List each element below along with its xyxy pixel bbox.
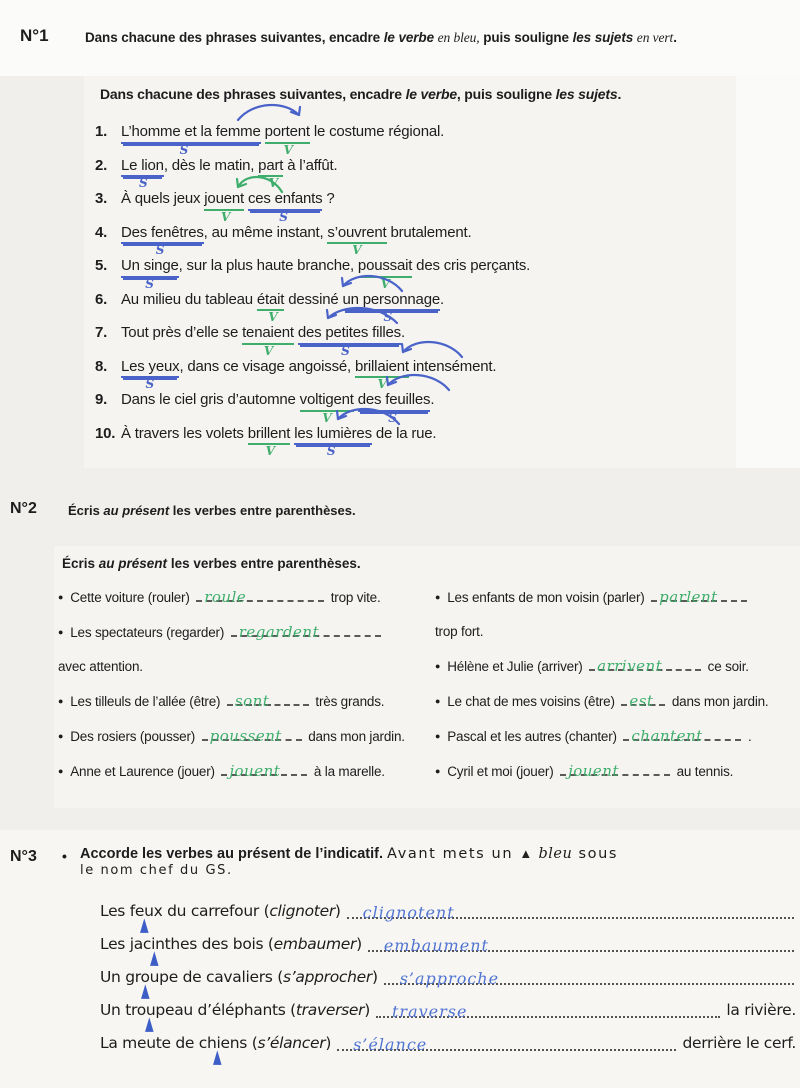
fill-in-item — [58, 580, 421, 615]
prompt-text: avec attention. — [58, 659, 143, 674]
handwritten-answer: regardent — [238, 623, 320, 641]
verb-letter: V — [265, 444, 275, 458]
blue-triangle-icon: ▲ — [145, 1013, 154, 1035]
infinitive-verb: s’approcher — [282, 968, 372, 986]
prompt-text — [100, 902, 341, 936]
sentence-text — [121, 223, 472, 257]
fill-in-item — [435, 649, 798, 684]
ex1-subtitle-segment: les sujets — [555, 86, 618, 102]
sentence-text — [121, 391, 435, 425]
verb-underline — [357, 257, 413, 291]
sentence-number: 6. — [95, 290, 108, 308]
word: part — [258, 156, 284, 174]
ex2-instruction-segment: les verbes entre parenthèses. — [169, 503, 356, 518]
subject-underline — [121, 357, 180, 391]
ex2-instruction-segment: au présent — [103, 503, 170, 518]
verb-agreement-line — [100, 925, 796, 969]
subject-underline — [294, 424, 372, 458]
text: d’éléphants ( — [192, 1001, 296, 1019]
prompt-text: trop fort. — [435, 624, 484, 639]
handwritten-answer: s’approche — [399, 969, 500, 988]
text: Un — [100, 968, 126, 986]
word: des feuilles — [357, 391, 431, 408]
sentence-text — [121, 424, 437, 458]
bullet-icon: ● — [58, 592, 64, 602]
bullet-icon: ● — [435, 731, 441, 741]
sentence-number: 4. — [95, 223, 108, 241]
handwritten-answer: s’élance — [353, 1035, 428, 1054]
sentence-row — [95, 243, 695, 291]
sentence-number: 9. — [95, 391, 108, 408]
text: ( — [247, 1034, 258, 1052]
prompt-text — [100, 1034, 332, 1068]
text: brutalement. — [386, 223, 472, 241]
exercise2-subtitle — [62, 556, 562, 571]
text: Les — [100, 935, 130, 953]
subject-underline — [297, 324, 401, 358]
word: des petites filles — [297, 324, 401, 341]
verb-agreement-line — [100, 958, 796, 1002]
fill-in-item — [435, 719, 798, 754]
prompt-text — [100, 1001, 370, 1035]
text: le costume régional. — [309, 123, 445, 140]
prompt-text — [100, 968, 378, 1002]
prompt-text: à la marelle. — [310, 764, 385, 779]
dotted-answer-line — [376, 1000, 720, 1021]
ex2-instruction-segment: Écris — [68, 503, 104, 518]
text: , au même instant, — [203, 223, 328, 241]
text: groupe — [125, 968, 178, 986]
exercise3-instruction-line2: le nom chef du GS. — [80, 862, 233, 878]
word: Un singe — [121, 257, 179, 274]
blue-triangle-icon: ▲ — [149, 947, 158, 969]
text: , sur la plus haute branche, — [178, 257, 358, 274]
text: de la rue. — [371, 424, 437, 442]
sentence-text — [121, 156, 338, 190]
exercise3-instruction-line1 — [80, 847, 780, 863]
handwritten-answer: jouent — [229, 762, 281, 780]
subject-letter: S — [179, 142, 189, 157]
text: des cris perçants. — [412, 257, 531, 274]
handwritten-answer: jouent — [568, 762, 619, 780]
word: ces enfants — [247, 190, 323, 207]
text: jacinthes — [129, 935, 197, 953]
handwritten-answer: embaument — [383, 936, 489, 955]
text: ) — [334, 902, 341, 920]
handwritten-answer: parlent — [659, 588, 718, 606]
prompt-text: au tennis. — [673, 764, 734, 779]
sentence-text — [121, 290, 444, 324]
text: Au milieu du tableau — [121, 290, 257, 308]
verb-letter: V — [380, 276, 390, 291]
head-noun — [129, 902, 163, 936]
exercise3-instruction — [80, 847, 780, 878]
sentence-text — [121, 123, 445, 157]
ex1-subtitle-segment: , puis souligne — [456, 86, 556, 102]
prompt-text: Les enfants de mon voisin (parler) — [447, 590, 649, 605]
handwritten-answer: est — [629, 692, 654, 710]
ex1-instruction-segment: puis souligne — [479, 30, 573, 45]
prompt-text: Les spectateurs (regarder) — [70, 625, 228, 640]
text: À quels jeux — [121, 190, 205, 207]
verb-underline — [204, 190, 244, 224]
word: Des fenêtres — [121, 223, 204, 241]
subject-letter: S — [279, 209, 288, 224]
verb-agreement-line — [100, 1024, 796, 1068]
text: des bois ( — [196, 935, 274, 953]
fill-in-item — [435, 580, 798, 649]
prompt-text: Le chat de mes voisins (être) — [447, 694, 619, 709]
verb-letter: V — [283, 142, 293, 157]
ex3-instruction-segment: Accorde les verbes au présent de l’indicatif. — [80, 846, 388, 862]
answer-line — [202, 726, 302, 745]
word: poussait — [357, 257, 413, 274]
text: ) — [364, 1001, 370, 1019]
text: de cavaliers ( — [177, 968, 283, 986]
sentence-number: 2. — [95, 156, 108, 174]
verb-agreement-line — [100, 991, 796, 1035]
text: La meute de — [100, 1034, 199, 1052]
prompt-text: . — [744, 729, 752, 744]
prompt-text: Cyril et moi (jouer) — [447, 764, 558, 779]
ex2-subtitle-segment: Écris — [62, 556, 99, 571]
answer-line — [221, 761, 307, 780]
word: un personnage — [342, 290, 440, 308]
head-noun — [198, 1034, 248, 1068]
sentence-row — [95, 310, 695, 358]
fill-in-item — [58, 684, 421, 719]
sentence-row — [95, 410, 695, 458]
ex1-subtitle-segment: le verbe — [405, 86, 457, 102]
prompt-text: très grands. — [311, 694, 385, 709]
text: chiens — [198, 1034, 248, 1052]
sentence-text — [121, 357, 497, 391]
prompt-text — [100, 935, 362, 969]
text: Les — [100, 902, 130, 920]
infinitive-verb: s’élancer — [257, 1034, 326, 1052]
verb-underline — [247, 424, 291, 458]
ex2-subtitle-segment: les verbes entre parenthèses. — [167, 556, 361, 571]
handwritten-answer: arrivent — [597, 657, 663, 675]
prompt-text: derrière le cerf. — [682, 1034, 796, 1052]
bullet-icon: ● — [435, 661, 441, 671]
dotted-answer-line — [337, 1033, 676, 1054]
verb-underline — [299, 391, 354, 425]
ex1-subtitle-segment: Dans chacune des phrases suivantes, encadre — [100, 86, 406, 102]
sentence-number: 3. — [95, 190, 108, 207]
subject-letter: S — [383, 310, 392, 324]
text: . — [400, 324, 405, 341]
subject-letter: S — [326, 444, 336, 458]
infinitive-verb: embaumer — [273, 935, 357, 953]
sentence-number: 10. — [95, 424, 116, 442]
text: À travers les volets — [121, 424, 248, 442]
handwritten-answer: roule — [204, 588, 247, 606]
word: tenaient — [242, 324, 294, 341]
sentence-row — [95, 209, 695, 257]
verb-letter: V — [322, 410, 332, 425]
word: voltigent — [299, 391, 354, 408]
text: , dès le matin, — [163, 156, 259, 174]
word: Le lion — [121, 156, 164, 174]
handwritten-answer: poussent — [209, 727, 282, 745]
scan-artifact — [736, 76, 800, 468]
answer-line — [227, 691, 309, 710]
dotted-answer-line — [384, 967, 794, 988]
prompt-text: trop vite. — [327, 590, 381, 605]
text: du carrefour ( — [162, 902, 270, 920]
prompt-text: Anne et Laurence (jouer) — [70, 764, 219, 779]
dotted-answer-line — [347, 901, 794, 922]
bullet-icon: ● — [58, 627, 64, 637]
exercise3-bullet-icon: • — [62, 848, 67, 864]
text: Dans le ciel gris d’automne — [121, 391, 300, 408]
verb-letter: V — [220, 209, 231, 224]
answer-line — [231, 622, 381, 641]
ex1-instruction-segment: le verbe — [383, 30, 434, 45]
text: . — [440, 290, 444, 308]
handwritten-answer: clignotent — [362, 903, 455, 922]
sentence-row — [95, 176, 695, 224]
text: dessiné — [284, 290, 343, 308]
verb-underline — [327, 223, 387, 257]
verb-underline — [258, 156, 284, 190]
sentence-number: 8. — [95, 357, 108, 375]
bullet-icon: ● — [58, 731, 64, 741]
verb-underline — [354, 357, 409, 391]
text: ? — [322, 190, 335, 207]
exercise1-instruction — [85, 30, 735, 46]
answer-line — [623, 726, 741, 745]
exercise2-right-column — [435, 580, 798, 789]
ex2-subtitle-segment: au présent — [98, 556, 168, 571]
verb-agreement-line — [100, 892, 796, 936]
bullet-icon: ● — [58, 696, 64, 706]
text: troupeau — [125, 1001, 193, 1019]
subject-letter: S — [145, 276, 154, 291]
text: ) — [325, 1034, 332, 1052]
exercise2-columns — [58, 580, 798, 789]
head-noun — [125, 968, 178, 1002]
text: , dans ce visage angoissé, — [179, 357, 355, 375]
fill-in-item — [435, 684, 798, 719]
bullet-icon: ● — [435, 696, 441, 706]
exercise3-line-list — [100, 892, 796, 1068]
sentence-row — [95, 142, 695, 190]
word: jouent — [204, 190, 244, 207]
word: les lumières — [294, 424, 372, 442]
ex3-instruction-segment: ▲ — [519, 846, 533, 861]
fill-in-item — [58, 754, 421, 789]
subject-underline — [121, 223, 204, 257]
bullet-icon: ● — [58, 766, 64, 776]
text: ) — [371, 968, 378, 986]
sentence-text — [121, 324, 405, 358]
ex1-instruction-segment: en vert — [636, 30, 674, 45]
subject-letter: S — [145, 377, 154, 391]
answer-line — [196, 587, 324, 606]
verb-letter: V — [377, 377, 387, 391]
fill-in-item — [435, 754, 798, 789]
ex1-subtitle-segment: . — [617, 86, 622, 102]
answer-line — [560, 761, 670, 780]
sentence-row — [95, 377, 695, 425]
bullet-icon: ● — [435, 766, 441, 776]
word: L’homme et la femme — [121, 123, 261, 140]
ex3-instruction-segment: Avant mets un — [387, 846, 520, 862]
exercise3-label: N°3 — [10, 848, 37, 865]
subject-underline — [121, 257, 179, 291]
prompt-text: ce soir. — [704, 659, 749, 674]
text: . — [430, 391, 435, 408]
verb-letter: V — [268, 176, 278, 190]
word: portent — [264, 123, 310, 140]
subject-underline — [342, 290, 441, 324]
exercise1-sentence-list — [95, 112, 695, 458]
prompt-text: Hélène et Julie (arriver) — [447, 659, 587, 674]
infinitive-verb: clignoter — [269, 902, 335, 920]
answer-line — [651, 587, 747, 606]
subject-letter: S — [388, 410, 397, 425]
prompt-text: Cette voiture (rouler) — [70, 590, 194, 605]
word: s’ouvrent — [327, 223, 387, 241]
ex1-instruction-segment: . — [673, 30, 677, 45]
ex3-instruction-segment: bleu — [538, 846, 573, 862]
exercise2-label: N°2 — [10, 500, 37, 517]
word: brillaient — [354, 357, 409, 375]
subject-underline — [121, 156, 164, 190]
handwritten-answer: chantent — [631, 727, 703, 745]
text: à l’affût. — [283, 156, 338, 174]
sentence-row — [95, 343, 695, 391]
sentence-row — [95, 112, 695, 157]
exercise1-label: N°1 — [20, 26, 49, 45]
infinitive-verb: traverser — [295, 1001, 365, 1019]
blue-triangle-icon: ▲ — [139, 914, 149, 936]
exercise2-instruction — [68, 503, 568, 518]
ex1-instruction-segment: les sujets — [572, 30, 634, 45]
word: était — [256, 290, 285, 308]
verb-underline — [242, 324, 294, 358]
verb-letter: V — [352, 243, 362, 257]
subject-underline — [121, 123, 261, 157]
subject-underline — [247, 190, 323, 224]
word: Les yeux — [121, 357, 180, 375]
sentence-number: 7. — [95, 324, 108, 341]
exercise1-subtitle — [100, 86, 700, 102]
sentence-text — [121, 190, 335, 224]
ex1-instruction-segment: en bleu, — [437, 30, 480, 45]
answer-line — [589, 656, 701, 675]
head-noun — [125, 1001, 193, 1035]
verb-underline — [256, 290, 285, 324]
text: ) — [356, 935, 362, 953]
handwritten-answer: traverse — [391, 1002, 468, 1021]
ex1-instruction-segment: Dans chacune des phrases suivantes, encadre — [85, 30, 384, 45]
text: Tout près d’elle se — [121, 324, 243, 341]
subject-letter: S — [138, 176, 148, 190]
text: feux — [129, 902, 163, 920]
blue-triangle-icon: ▲ — [213, 1046, 222, 1068]
fill-in-item — [58, 719, 421, 754]
sentence-number: 5. — [95, 257, 108, 274]
verb-underline — [264, 123, 310, 157]
sentence-text — [121, 257, 531, 291]
ex3-instruction-segment: sous — [572, 846, 619, 862]
verb-letter: V — [263, 343, 273, 358]
verb-letter: V — [268, 310, 278, 324]
word: brillent — [247, 424, 291, 442]
dotted-answer-line — [368, 934, 794, 955]
sentence-number: 1. — [95, 123, 108, 140]
head-noun — [129, 935, 197, 969]
prompt-text: dans mon jardin. — [668, 694, 769, 709]
subject-underline — [357, 391, 431, 425]
prompt-text: Des rosiers (pousser) — [70, 729, 199, 744]
prompt-text: Pascal et les autres (chanter) — [447, 729, 621, 744]
prompt-text: la rivière. — [726, 1001, 796, 1019]
answer-line — [621, 691, 665, 710]
text: Un — [100, 1001, 126, 1019]
prompt-text: Les tilleuls de l’allée (être) — [70, 694, 224, 709]
subject-letter: S — [155, 243, 165, 257]
sentence-row — [95, 276, 695, 324]
prompt-text: dans mon jardin. — [304, 729, 405, 744]
fill-in-item — [58, 615, 421, 684]
exercise2-left-column — [58, 580, 421, 789]
text: intensément. — [408, 357, 497, 375]
subject-letter: S — [341, 343, 350, 358]
handwritten-answer: sont — [234, 692, 270, 710]
bullet-icon: ● — [435, 592, 441, 602]
blue-triangle-icon: ▲ — [141, 980, 150, 1002]
